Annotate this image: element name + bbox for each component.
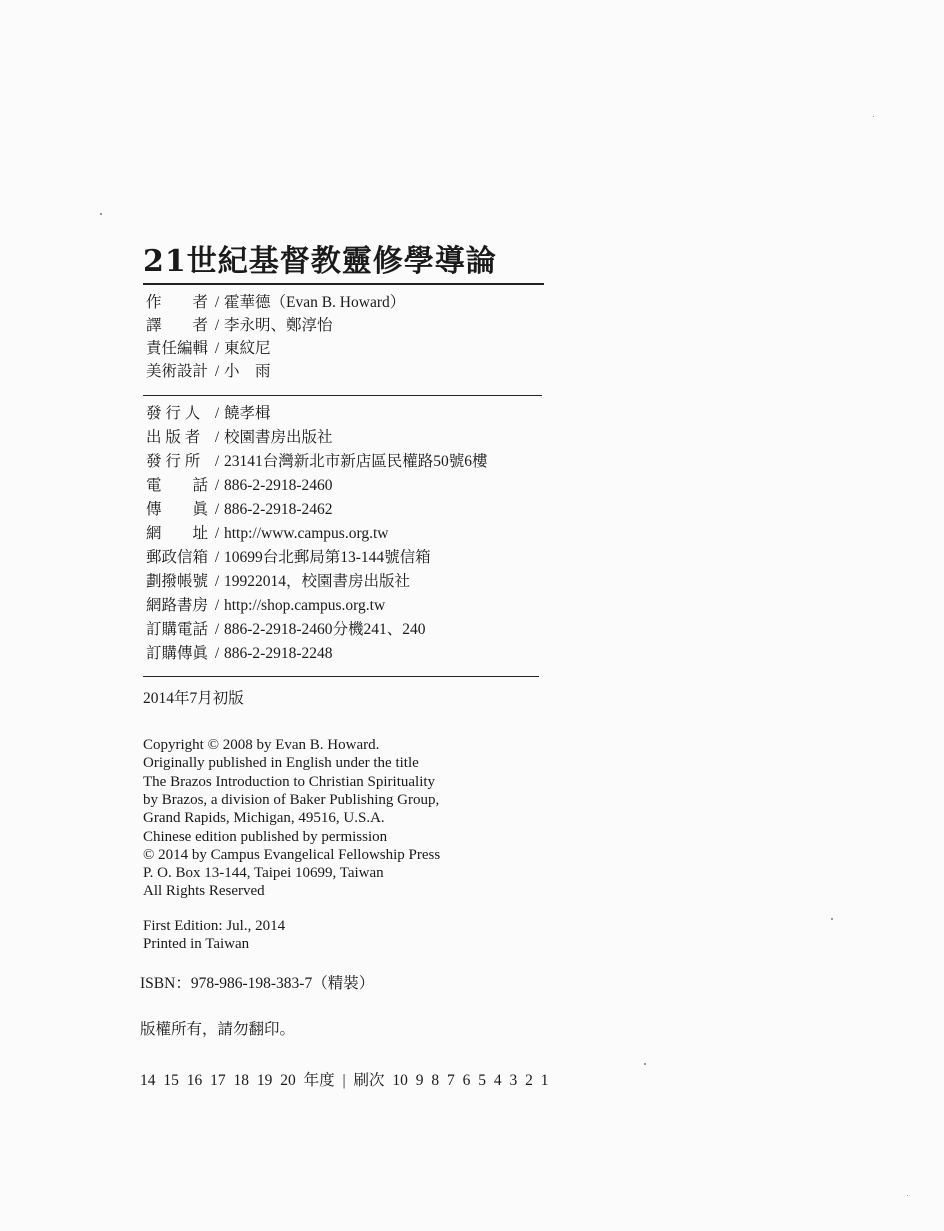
credit-row-editor bbox=[146, 339, 271, 359]
credit-label: 美術設計 bbox=[146, 363, 209, 380]
copyright-line: Grand Rapids, Michigan, 49516, U.S.A. bbox=[143, 810, 385, 826]
copyright-line: © 2014 by Campus Evangelical Fellowship Press bbox=[143, 847, 441, 863]
first-edition-line: First Edition: Jul., 2014 bbox=[143, 918, 286, 934]
publisher-row-phone bbox=[146, 476, 333, 496]
credit-value: 霍華德（Evan B. Howard） bbox=[224, 294, 406, 311]
publisher-label: 網路書房 bbox=[146, 597, 209, 614]
printed-in-line: Printed in Taiwan bbox=[143, 936, 250, 952]
website-link[interactable]: http://www.campus.org.tw bbox=[224, 525, 389, 542]
publisher-label: 發 行 人 bbox=[146, 405, 201, 422]
publisher-value: 886-2-2918-2462 bbox=[224, 501, 333, 518]
isbn: ISBN：978-986-198-383-7（精裝） bbox=[140, 975, 375, 992]
publisher-value: 10699台北郵局第13-144號信箱 bbox=[224, 549, 431, 566]
publisher-row-order-fax bbox=[146, 644, 333, 664]
title-rule bbox=[143, 283, 544, 285]
publisher-label: 訂購傳眞 bbox=[146, 645, 209, 662]
scan-speck bbox=[907, 1195, 908, 1196]
publisher-separator: / bbox=[214, 645, 220, 662]
publisher-value: 886-2-2918-2460分機241、240 bbox=[224, 621, 426, 638]
publisher-value: 19922014，校園書房出版社 bbox=[224, 573, 411, 590]
publisher-separator: / bbox=[214, 405, 220, 422]
publisher-separator: / bbox=[214, 621, 220, 638]
credit-separator: / bbox=[214, 363, 220, 380]
online-store-link[interactable]: http://shop.campus.org.tw bbox=[224, 597, 386, 614]
copyright-line: Originally published in English under the title bbox=[143, 755, 419, 771]
credit-separator: / bbox=[214, 340, 220, 357]
publisher-row-order-phone bbox=[146, 620, 426, 640]
scan-speck bbox=[100, 213, 102, 215]
credit-label: 責任編輯 bbox=[146, 340, 209, 357]
publisher-row-issuer bbox=[146, 404, 271, 424]
credit-value: 李永明、鄭淳怡 bbox=[224, 317, 333, 334]
publisher-label: 訂購電話 bbox=[146, 621, 209, 638]
publisher-label: 劃撥帳號 bbox=[146, 573, 209, 590]
publisher-value: 23141台灣新北市新店區民權路50號6樓 bbox=[224, 453, 488, 470]
credit-separator: / bbox=[214, 294, 220, 311]
publisher-row-publisher bbox=[146, 428, 333, 448]
publisher-label: 郵政信箱 bbox=[146, 549, 209, 566]
credits-rule bbox=[143, 395, 542, 396]
edition-zh: 2014年7月初版 bbox=[143, 690, 244, 707]
publisher-separator: / bbox=[214, 573, 220, 590]
scan-speck bbox=[831, 918, 833, 920]
scan-speck bbox=[644, 1063, 646, 1065]
copyright-line: Chinese edition published by permission bbox=[143, 829, 388, 845]
printing-line: 14 15 16 17 18 19 20 年度 | 刷次 10 9 8 7 6 5 4 3 2 1 bbox=[140, 1072, 549, 1089]
rights-notice: 版權所有，請勿翻印。 bbox=[140, 1021, 296, 1038]
publisher-row-address bbox=[146, 452, 488, 472]
credit-value: 東紋尼 bbox=[224, 340, 271, 357]
publisher-value: 886-2-2918-2248 bbox=[224, 645, 333, 662]
publisher-rule bbox=[143, 676, 539, 677]
publisher-separator: / bbox=[214, 597, 220, 614]
copyright-line: Copyright © 2008 by Evan B. Howard. bbox=[143, 737, 380, 753]
publisher-separator: / bbox=[214, 429, 220, 446]
credit-value: 小 雨 bbox=[224, 363, 271, 380]
publisher-row-fax bbox=[146, 500, 333, 520]
publisher-label: 發 行 所 bbox=[146, 453, 201, 470]
publisher-row-transfer-account bbox=[146, 572, 410, 592]
publisher-value: 校園書房出版社 bbox=[224, 429, 333, 446]
credit-row-designer bbox=[146, 362, 271, 382]
publisher-separator: / bbox=[214, 501, 220, 518]
credit-row-translator bbox=[146, 316, 333, 336]
publisher-separator: / bbox=[214, 453, 220, 470]
credit-row-author bbox=[146, 293, 405, 313]
copyright-line: by Brazos, a division of Baker Publishing Group, bbox=[143, 792, 440, 808]
publisher-label: 電 話 bbox=[146, 477, 209, 494]
publisher-separator: / bbox=[214, 525, 220, 542]
publisher-label: 網 址 bbox=[146, 525, 209, 542]
copyright-line: P. O. Box 13-144, Taipei 10699, Taiwan bbox=[143, 865, 384, 881]
publisher-separator: / bbox=[214, 477, 220, 494]
publisher-separator: / bbox=[214, 549, 220, 566]
original-title: The Brazos Introduction to Christian Spirituality bbox=[143, 774, 436, 790]
publisher-row-website bbox=[146, 524, 388, 544]
copyright-line: All Rights Reserved bbox=[143, 883, 265, 899]
publisher-row-po-box bbox=[146, 548, 431, 568]
publisher-value: 886-2-2918-2460 bbox=[224, 477, 333, 494]
credit-label: 譯 者 bbox=[146, 317, 209, 334]
credit-label: 作 者 bbox=[146, 294, 209, 311]
publisher-value: 饒孝楫 bbox=[224, 405, 271, 422]
publisher-row-online-store bbox=[146, 596, 385, 616]
publisher-label: 傳 眞 bbox=[146, 501, 209, 518]
book-title: 21世紀基督教靈修學導論 bbox=[143, 244, 497, 279]
publisher-label: 出 版 者 bbox=[146, 429, 201, 446]
credit-separator: / bbox=[214, 317, 220, 334]
scan-speck bbox=[873, 116, 874, 117]
